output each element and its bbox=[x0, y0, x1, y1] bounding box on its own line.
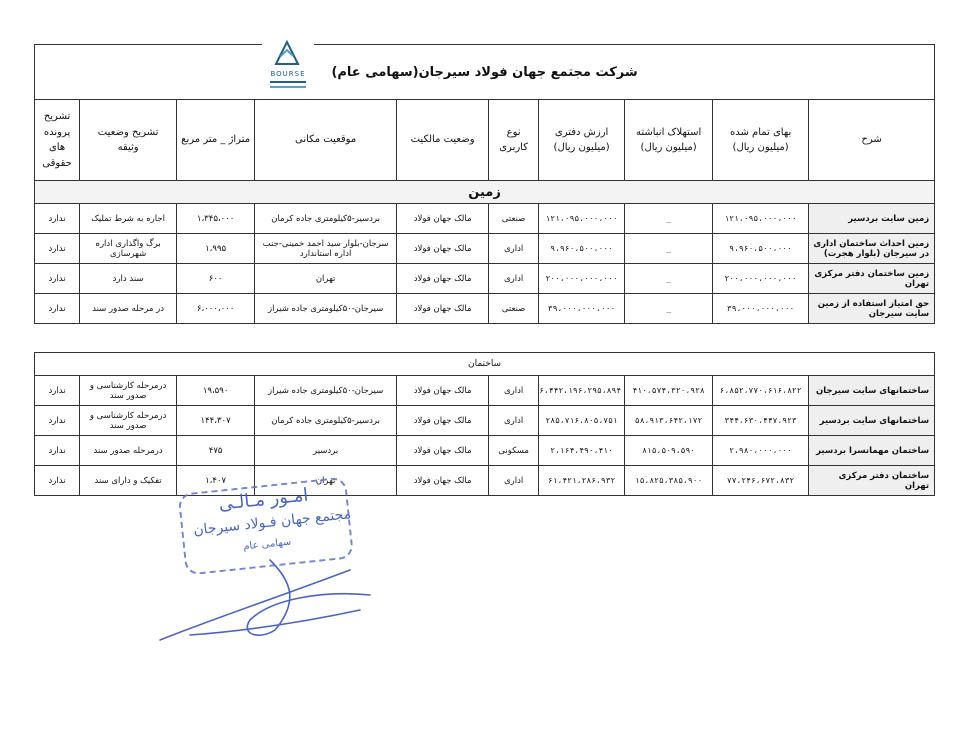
cell-depreciation: ۵۸،۹۱۳،۶۴۲،۱۷۲ bbox=[625, 406, 713, 436]
title-row bbox=[35, 45, 935, 100]
cell-description: ساختمانهای سایت سیرجان bbox=[809, 376, 935, 406]
header-final-cost-l2: (میلیون ریال) bbox=[732, 142, 789, 153]
cell-depreciation: ۸۱۵،۵۰۹،۵۹۰ bbox=[625, 436, 713, 466]
cell-description: ساختمان مهمانسرا بردسیر bbox=[809, 436, 935, 466]
header-area: متراژ _ متر مربع bbox=[177, 100, 255, 181]
stamp-line-2: مجتمع جهان فـولاد سیرجان bbox=[192, 506, 352, 539]
cell-usage: اداری bbox=[489, 264, 539, 294]
cell-depreciation: _ bbox=[625, 204, 713, 234]
cell-final-cost: ۲۰۰،۰۰۰،۰۰۰،۰۰۰ bbox=[713, 264, 809, 294]
header-usage-type bbox=[489, 100, 539, 181]
cell-final-cost: ۶،۸۵۲،۷۷۰،۶۱۶،۸۲۲ bbox=[713, 376, 809, 406]
table-row bbox=[35, 406, 935, 436]
cell-final-cost: ۱۲۱،۰۹۵،۰۰۰،۰۰۰ bbox=[713, 204, 809, 234]
cell-description: ساختمان دفتر مرکزی تهران bbox=[809, 466, 935, 496]
cell-usage: مسکونی bbox=[489, 436, 539, 466]
cell-collateral: اجاره به شرط تملیک bbox=[80, 204, 177, 234]
header-legal bbox=[35, 100, 80, 181]
cell-collateral: برگ واگذاری اداره شهرسازی bbox=[80, 234, 177, 264]
cell-location: سیرجان-۵۰کیلومتری جاده شیراز bbox=[255, 294, 397, 324]
header-usage-l2: کاربری bbox=[499, 142, 528, 153]
stamp-line-1: امـور مـالـی bbox=[217, 484, 310, 515]
header-legal-l3: های bbox=[48, 142, 66, 153]
cell-description: زمین سایت بردسیر bbox=[809, 204, 935, 234]
cell-legal: ندارد bbox=[35, 204, 80, 234]
cell-area: ۶۰۰ bbox=[177, 264, 255, 294]
cell-legal: ندارد bbox=[35, 406, 80, 436]
table-row bbox=[35, 234, 935, 264]
cell-location: تهران bbox=[255, 466, 397, 496]
header-final-cost-l1: بهای تمام شده bbox=[729, 126, 792, 138]
building-rows bbox=[35, 376, 935, 496]
asset-table-container bbox=[34, 44, 930, 496]
bourse-logo bbox=[262, 36, 314, 98]
table-row bbox=[35, 466, 935, 496]
cell-collateral: سند دارد bbox=[80, 264, 177, 294]
cell-ownership: مالک جهان فولاد bbox=[397, 294, 489, 324]
cell-ownership: مالک جهان فولاد bbox=[397, 264, 489, 294]
cell-area: ۱۹،۵۹۰ bbox=[177, 376, 255, 406]
cell-collateral: درمرحله صدور سند bbox=[80, 436, 177, 466]
cell-ownership: مالک جهان فولاد bbox=[397, 466, 489, 496]
cell-final-cost: ۷۷،۲۴۶،۶۷۲،۸۳۲ bbox=[713, 466, 809, 496]
cell-legal: ندارد bbox=[35, 294, 80, 324]
header-final-cost bbox=[713, 100, 809, 181]
cell-location: تهران bbox=[255, 264, 397, 294]
section-building-row bbox=[35, 353, 935, 376]
header-book-value-l1: ارزش دفتری bbox=[554, 126, 609, 138]
cell-collateral: درمرحله کارشناسی و صدور سند bbox=[80, 406, 177, 436]
cell-description: زمین احداث ساختمان اداری در سیرجان (بلوار هجرت) bbox=[809, 234, 935, 264]
header-depreciation bbox=[625, 100, 713, 181]
header-legal-l4: حقوقی bbox=[42, 157, 72, 169]
cell-usage: اداری bbox=[489, 376, 539, 406]
bourse-logo-text: BOURSE bbox=[270, 70, 306, 78]
cell-ownership: مالک جهان فولاد bbox=[397, 406, 489, 436]
cell-area: ۱،۴۰۷ bbox=[177, 466, 255, 496]
cell-location: بردسیر bbox=[255, 436, 397, 466]
cell-final-cost: ۹،۹۶۰،۵۰۰،۰۰۰ bbox=[713, 234, 809, 264]
cell-collateral: در مرحله صدور سند bbox=[80, 294, 177, 324]
section-land-row bbox=[35, 181, 935, 204]
cell-area: ۴۷۵ bbox=[177, 436, 255, 466]
cell-depreciation: _ bbox=[625, 294, 713, 324]
cell-book-value: ۳۹،۰۰۰،۰۰۰،۰۰۰ bbox=[539, 294, 625, 324]
cell-area: ۱،۳۴۵،۰۰۰ bbox=[177, 204, 255, 234]
cell-legal: ندارد bbox=[35, 264, 80, 294]
header-row bbox=[35, 100, 935, 181]
cell-depreciation: _ bbox=[625, 264, 713, 294]
cell-location: سیرجان-۵۰کیلومتری جاده شیراز bbox=[255, 376, 397, 406]
cell-book-value: ۲۸۵،۷۱۶،۸۰۵،۷۵۱ bbox=[539, 406, 625, 436]
cell-usage: اداری bbox=[489, 406, 539, 436]
land-rows bbox=[35, 204, 935, 324]
signature bbox=[150, 540, 380, 650]
cell-usage: اداری bbox=[489, 466, 539, 496]
header-location: موقعیت مکانی bbox=[255, 100, 397, 181]
section-land-label: زمین bbox=[35, 181, 935, 204]
header-usage-l1: نوع bbox=[506, 126, 521, 138]
cell-description: حق امتیاز استفاده از زمین سایت سیرجان bbox=[809, 294, 935, 324]
cell-ownership: مالک جهان فولاد bbox=[397, 234, 489, 264]
cell-depreciation: ۴۱۰،۵۷۴،۳۲۰،۹۲۸ bbox=[625, 376, 713, 406]
header-legal-l1: تشریح bbox=[43, 111, 71, 122]
cell-collateral: تفکیک و دارای سند bbox=[80, 466, 177, 496]
table-row bbox=[35, 376, 935, 406]
table-row bbox=[35, 204, 935, 234]
cell-description: زمین ساختمان دفتر مرکزی تهران bbox=[809, 264, 935, 294]
stamp-line-3: سهامی عام bbox=[242, 536, 292, 553]
cell-ownership: مالک جهان فولاد bbox=[397, 436, 489, 466]
cell-ownership: مالک جهان فولاد bbox=[397, 204, 489, 234]
logo-bar-1 bbox=[270, 81, 306, 83]
cell-book-value: ۹،۹۶۰،۵۰۰،۰۰۰ bbox=[539, 234, 625, 264]
header-collateral bbox=[80, 100, 177, 181]
cell-usage: صنعتی bbox=[489, 294, 539, 324]
cell-book-value: ۲۰۰،۰۰۰،۰۰۰،۰۰۰ bbox=[539, 264, 625, 294]
header-collateral-l1: تشریح وضعیت bbox=[97, 126, 159, 138]
cell-ownership: مالک جهان فولاد bbox=[397, 376, 489, 406]
spacer-cell bbox=[35, 324, 935, 353]
cell-location: بردسیر-۵کیلومتری جاده کرمان bbox=[255, 406, 397, 436]
cell-area: ۱۴۴،۳۰۷ bbox=[177, 406, 255, 436]
cell-location: بردسیر-۵کیلومتری جاده کرمان bbox=[255, 204, 397, 234]
spacer-row bbox=[35, 324, 935, 353]
cell-collateral: درمرحله کارشناسی و صدور سند bbox=[80, 376, 177, 406]
header-collateral-l2: وثیقه bbox=[117, 142, 139, 153]
table-row bbox=[35, 264, 935, 294]
table-row bbox=[35, 294, 935, 324]
header-depreciation-l2: (میلیون ریال) bbox=[640, 142, 697, 153]
header-depreciation-l1: استهلاک انباشته bbox=[635, 126, 702, 138]
header-ownership: وضعیت مالکیت bbox=[397, 100, 489, 181]
section-building-label: ساختمان bbox=[35, 353, 935, 376]
cell-depreciation: _ bbox=[625, 234, 713, 264]
bourse-logo-icon bbox=[272, 38, 302, 68]
cell-final-cost: ۲،۹۸۰،۰۰۰،۰۰۰ bbox=[713, 436, 809, 466]
cell-book-value: ۱۲۱،۰۹۵،۰۰۰،۰۰۰ bbox=[539, 204, 625, 234]
cell-legal: ندارد bbox=[35, 466, 80, 496]
cell-usage: صنعتی bbox=[489, 204, 539, 234]
cell-legal: ندارد bbox=[35, 234, 80, 264]
cell-depreciation: ۱۵،۸۲۵،۳۸۵،۹۰۰ bbox=[625, 466, 713, 496]
logo-bar-2 bbox=[270, 86, 306, 88]
asset-table bbox=[34, 44, 935, 496]
cell-book-value: ۶۱،۴۲۱،۲۸۶،۹۳۲ bbox=[539, 466, 625, 496]
cell-book-value: ۲،۱۶۴،۴۹۰،۴۱۰ bbox=[539, 436, 625, 466]
cell-description: ساختمانهای سایت بردسیر bbox=[809, 406, 935, 436]
cell-legal: ندارد bbox=[35, 376, 80, 406]
header-book-value-l2: (میلیون ریال) bbox=[553, 142, 610, 153]
header-legal-l2: پرونده bbox=[43, 126, 71, 138]
cell-book-value: ۶،۴۴۲،۱۹۶،۲۹۵،۸۹۴ bbox=[539, 376, 625, 406]
cell-area: ۱،۹۹۵ bbox=[177, 234, 255, 264]
cell-final-cost: ۳۴۴،۶۳۰،۴۴۷،۹۲۳ bbox=[713, 406, 809, 436]
table-row bbox=[35, 436, 935, 466]
cell-legal: ندارد bbox=[35, 436, 80, 466]
header-description: شرح bbox=[809, 100, 935, 181]
cell-area: ۶،۰۰۰،۰۰۰ bbox=[177, 294, 255, 324]
cell-final-cost: ۳۹،۰۰۰،۰۰۰،۰۰۰ bbox=[713, 294, 809, 324]
header-book-value bbox=[539, 100, 625, 181]
cell-usage: اداری bbox=[489, 234, 539, 264]
cell-location: سرجان-بلوار سید احمد خمینی-جنب اداره استاندارد bbox=[255, 234, 397, 264]
page-title: شرکت مجتمع جهان فولاد سیرجان(سهامی عام) bbox=[35, 45, 935, 100]
